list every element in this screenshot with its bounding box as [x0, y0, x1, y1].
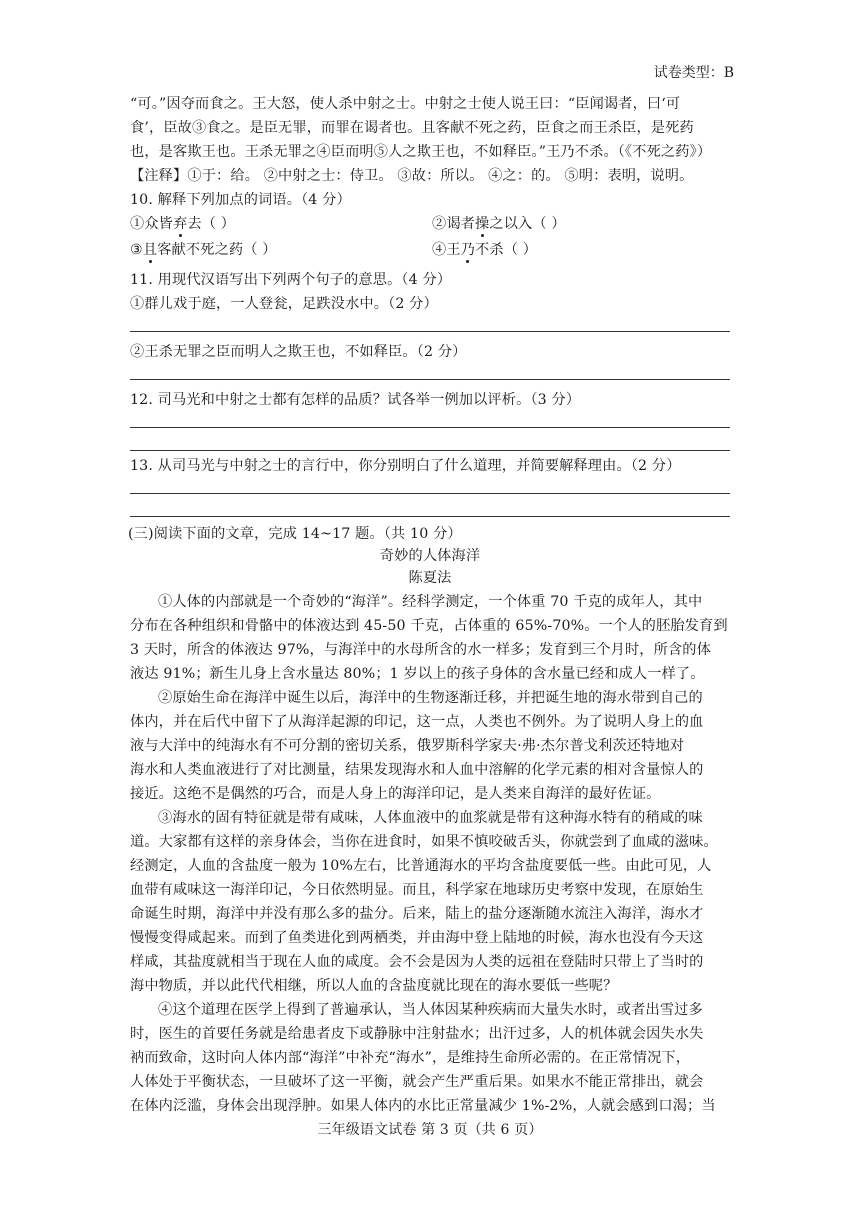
question-11-stem: 11. 用现代汉语写出下列两个句子的意思。（4 分） — [130, 272, 452, 288]
passage-line: “可。”因夺而食之。王大怒，使人杀中射之士。中射之士使人说王曰：“臣闻谒者，曰‘可 — [130, 96, 681, 112]
question-10-row — [130, 240, 745, 260]
passage-line: 也，是客欺王也。王杀无罪之④臣而明⑤人之欺王也，不如释臣。”王乃不杀。（《不死之药》） — [130, 144, 712, 160]
article-line: 人体处于平衡状态，一旦破坏了这一平衡，就会产生严重后果。如果水不能正常排出，就会 — [130, 1074, 704, 1090]
article-line: 海中物质，并以此代代相继，所以人血的含盐度就比现在的海水要低一些呢？ — [130, 978, 618, 994]
article-line: ②原始生命在海洋中诞生以后，海洋中的生物逐渐迁移，并把诞生地的海水带到自己的 — [158, 690, 703, 706]
article-line: 慢慢变得咸起来。而到了鱼类进化到两栖类，并由海中登上陆地的时候，海水也没有今天这 — [130, 930, 704, 946]
article-author: 陈夏法 — [408, 570, 452, 586]
question-13-stem: 13. 从司马光与中射之士的言行中，你分别明白了什么道理，并简要解释理由。（2 分） — [130, 458, 681, 474]
passage-line: 食’，臣故③食之。是臣无罪，而罪在谒者也。且客献不死之药，臣食之而王杀臣，是死药 — [130, 120, 694, 136]
article-line: ④这个道理在医学上得到了普遍承认，当人体因某种疾病而大量失水时，或者出雪过多 — [158, 1002, 703, 1018]
article-line: 液达 91%；新生儿身上含水量达 80%；1 岁以上的孩子身体的含水量已经和成人一样了。 — [130, 666, 705, 682]
article-line: 海水和人类血液进行了对比测量，结果发现海水和人血中溶解的化学元素的相对含量惊人的 — [130, 762, 704, 778]
article-line: 接近。这绝不是偶然的巧合，而是人身上的海洋印记，是人类来自海洋的最好佐证。 — [130, 786, 661, 802]
answer-line — [130, 427, 730, 428]
article-line: 血带有咸味这一海洋印记，今日依然明显。而且，科学家在地球历史考察中发现，在原始生 — [130, 882, 704, 898]
question-11-sentence-1: ①群儿戏于庭，一人登瓮，足跌没水中。（2 分） — [130, 296, 438, 312]
annotation-note: 【注释】①于：给。 ②中射之士：侍卫。 ③故：所以。 ④之：的。 ⑤明：表明，说明。 — [130, 168, 694, 184]
q10-item-4: ④王乃不杀（ ） — [432, 242, 538, 258]
q10-item-1: ①众皆弃去（ ） — [130, 216, 236, 232]
answer-line — [130, 493, 730, 494]
article-line: 经测定，人血的含盐度一般为 10%左右，比普通海水的平均含盐度要低一些。由此可见，人 — [130, 858, 712, 874]
article-line: 分布在各种组织和骨骼中的体液达到 45-50 千克，占体重的 65%-70%。一个人的胚胎发育到 — [130, 618, 728, 634]
paper-type-label: 试卷类型：B — [653, 65, 734, 81]
question-12-stem: 12. 司马光和中射之士都有怎样的品质？试各举一例加以评析。（3 分） — [130, 392, 581, 408]
article-line: ③海水的固有特征就是带有咸味，人体血液中的血浆就是带有这种海水特有的稍咸的味 — [158, 810, 703, 826]
q10-item-2: ②谒者操之以入（ ） — [432, 216, 566, 232]
answer-line — [130, 331, 730, 332]
question-11-sentence-2: ②王杀无罪之臣而明人之欺王也，不如释臣。（2 分） — [130, 344, 467, 360]
article-title: 奇妙的人体海洋 — [379, 548, 481, 564]
article-line: 时，医生的首要任务就是给患者皮下或静脉中注射盐水；出汗过多，人的机体就会因失水失 — [130, 1026, 704, 1042]
article-line: 体内，并在后代中留下了从海洋起源的印记，这一点，人类也不例外。为了说明人身上的血 — [130, 714, 704, 730]
article-line: 命诞生时期，海洋中并没有那么多的盐分。后来，陆上的盐分逐渐随水流注入海洋，海水才 — [130, 906, 704, 922]
article-line: 3 天时，所含的体液达 97%，与海洋中的水母所含的水一样多；发育到三个月时，所含的体 — [130, 642, 711, 658]
answer-line — [130, 516, 730, 517]
answer-line — [130, 379, 730, 380]
section-3-intro: (三)阅读下面的文章，完成 14~17 题。（共 10 分） — [128, 526, 462, 542]
article-line: 样咸，其盐度就相当于现在人血的咸度。会不会是因为人类的远祖在登陆时只带上了当时的 — [130, 954, 704, 970]
page-footer: 三年级语文试卷 第 3 页（共 6 页） — [317, 1122, 543, 1138]
q10-item-3: ③且客献不死之药（ ） — [130, 242, 277, 258]
article-line: 在体内泛滥，身体会出现浮肿。如果人体内的水比正常量减少 1%-2%，人就会感到口渴；当 — [130, 1098, 716, 1114]
question-10-row — [130, 214, 745, 234]
article-line: 液与大洋中的纯海水有不可分割的密切关系，俄罗斯科学家夫·弗·杰尔普戈利茨还特地对 — [130, 738, 685, 754]
article-line: 衲而致命，这时向人体内部“海洋”中补充“海水”，是维持生命所必需的。在正常情况下， — [130, 1050, 691, 1066]
article-line: ①人体的内部就是一个奇妙的“海洋”。经科学测定，一个体重 70 千克的成年人，其中 — [158, 594, 703, 610]
answer-line — [130, 450, 730, 451]
question-10-stem: 10. 解释下列加点的词语。（4 分） — [130, 192, 351, 208]
article-line: 道。大家都有这样的亲身体会，当你在进食时，如果不慎咬破舌头，你就尝到了血咸的滋味。 — [130, 834, 718, 850]
